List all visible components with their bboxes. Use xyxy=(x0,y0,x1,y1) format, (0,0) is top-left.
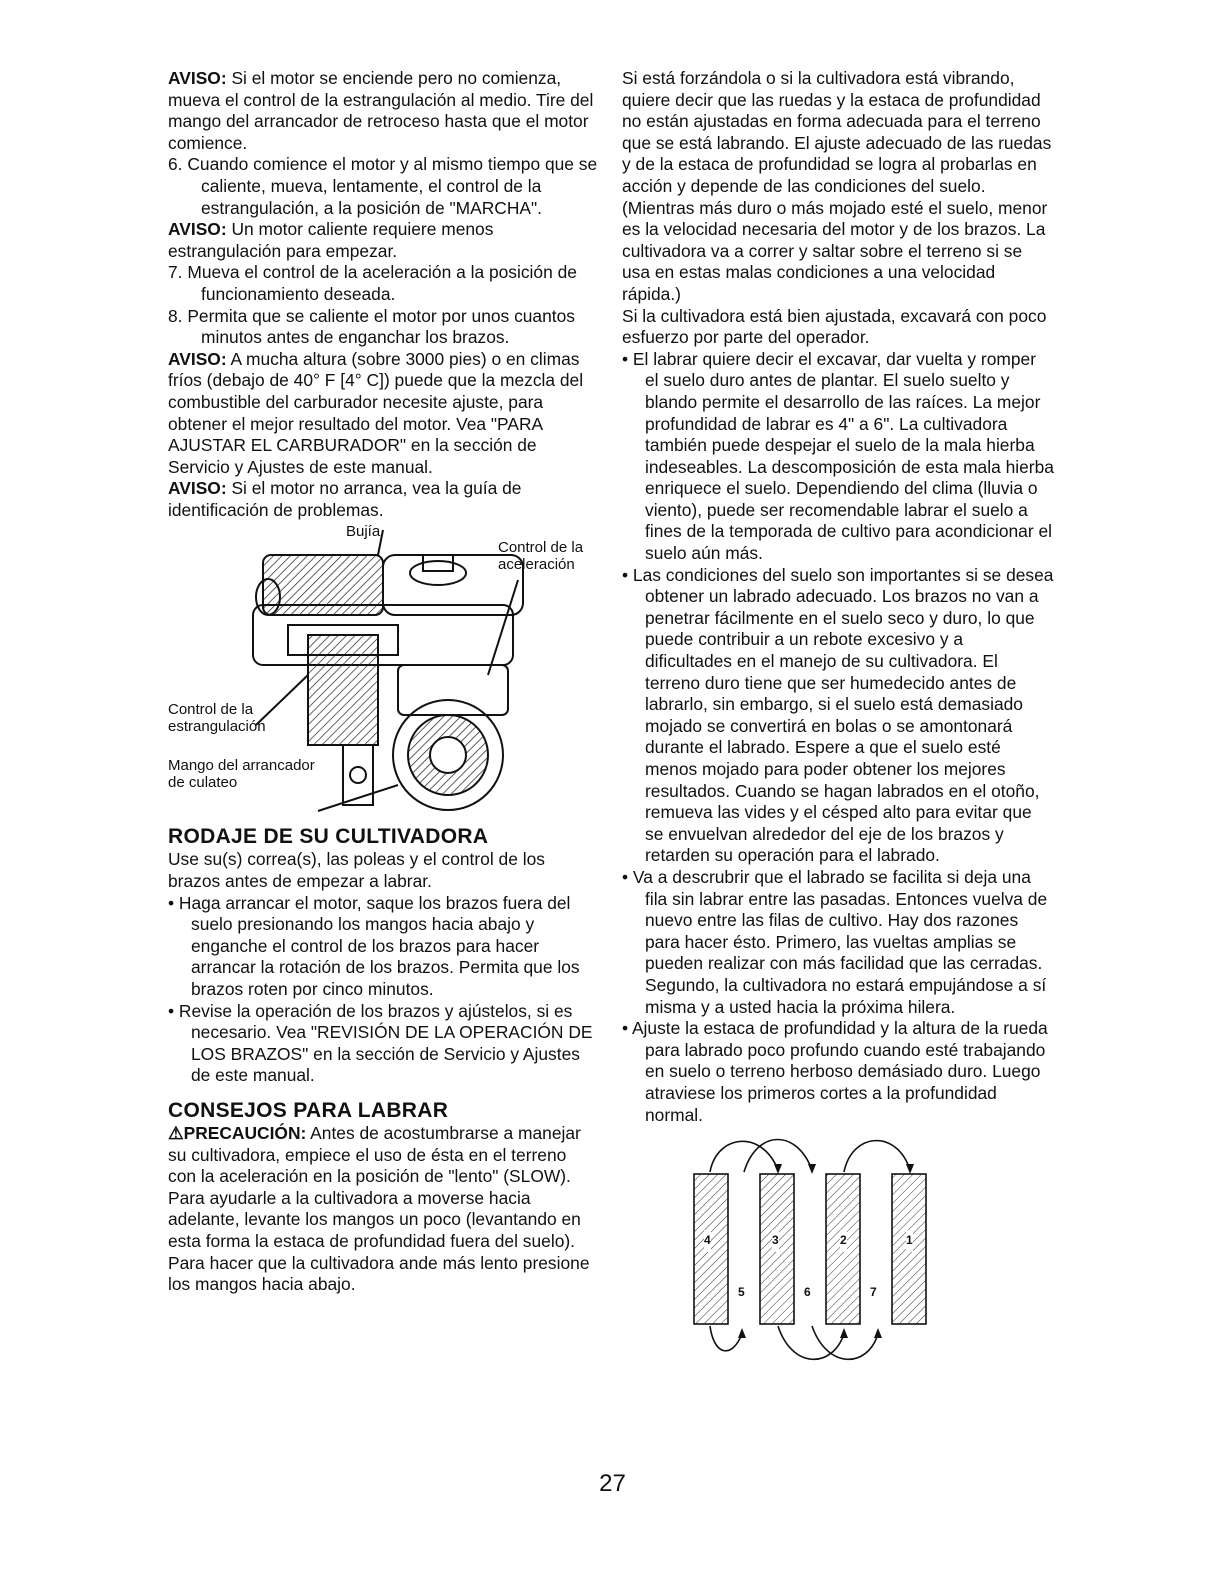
notice-label: AVISO: xyxy=(168,219,227,240)
right-column xyxy=(622,68,1054,1374)
left-column xyxy=(168,68,598,1296)
row-label-6: 6 xyxy=(804,1285,811,1300)
row-label-5: 5 xyxy=(738,1285,745,1300)
paragraph-vibration: Si está forzándola o si la cultivadora está vibrando, quiere decir que las ruedas y la estaca de profundidad no están ajustadas en forma adecuada para el terreno que se está labrando. El ajuste adecuado de las ruedas y de la estaca de profundidad se logra al probarlas en acción y depende de las condiciones del suelo. (Mientras más duro o más mojado esté el suelo, menor es la velocidad necesaria del motor y de los brazos. La cultivadora va a correr y saltar sobre el terreno si se usa en estas malas condiciones a una velocidad rápida.) xyxy=(622,68,1052,304)
row-strip xyxy=(694,1174,728,1324)
label-control-aceleracion: Control de la aceleración xyxy=(498,539,584,574)
tilling-pattern-svg xyxy=(622,1134,1054,1374)
label-mango-arrancador: Mango del arrancador de culateo xyxy=(168,757,315,792)
notice-2 xyxy=(168,219,598,262)
arrow-arc xyxy=(710,1326,742,1351)
notice-text: A mucha altura (sobre 3000 pies) o en climas fríos (debajo de 40° F [4° C]) puede que la mezcla del combustible del carburador necesite ajuste, para obtener el mejor resultado del motor. Vea "PARA AJUSTAR EL CARBURADOR" en la sección de Servicio y Ajustes de este manual. xyxy=(168,348,584,477)
step-6: 6. Cuando comience el motor y al mismo tiempo que se caliente, mueva, lentamente, el control de la estrangulación, a la posición de "MARCHA". xyxy=(168,154,598,218)
notice-label: AVISO: xyxy=(168,348,227,369)
engine-figure xyxy=(168,525,598,815)
paragraph-adjusted: Si la cultivadora está bien ajustada, excavará con poco esfuerzo por parte del operador. xyxy=(622,305,1047,348)
paragraph-handles: Para ayudarle a la cultivadora a moverse hacia adelante, levante los mangos un poco (levantando en esta forma la estaca de profundidad fuera del suelo). Para hacer que la cultivadora ande más lento presione los mangos hacia abajo. xyxy=(168,1187,590,1295)
caution-label: ⚠PRECAUCIÓN: xyxy=(168,1123,307,1143)
step-7: 7. Mueva el control de la aceleración a la posición de funcionamiento deseada. xyxy=(168,262,577,304)
label-bujia: Bujía xyxy=(346,523,381,541)
step-8: 8. Permita que se caliente el motor por unos cuantos minutos antes de enganchar los brazos. xyxy=(168,305,575,348)
tips-bullet-4: • Ajuste la estaca de profundidad y la altura de la rueda para labrado poco profundo cuando esté trabajando en suelo o terreno herboso demásiado duro. Luego atraviese los primeros cortes a la profundidad normal. xyxy=(622,1018,1048,1125)
notice-label: AVISO: xyxy=(168,68,227,88)
notice-4 xyxy=(168,478,598,521)
row-label-3: 3 xyxy=(772,1230,779,1252)
heading-rodaje: RODAJE DE SU CULTIVADORA xyxy=(168,825,489,849)
caution-paragraph xyxy=(168,1123,598,1188)
arrow-arc xyxy=(778,1326,844,1359)
notice-text: Si el motor no arranca, vea la guía de identificación de problemas. xyxy=(168,478,522,520)
notice-3 xyxy=(168,349,598,479)
rodaje-bullet-1: • Haga arrancar el motor, saque los brazos fuera del suelo presionando los mangos hacia abajo y enganche el control de los brazos para hacer arrancar la rotación de los brazos. Permita que los brazos roten por cinco minutos. xyxy=(168,892,580,1000)
notice-label: AVISO: xyxy=(168,478,227,499)
tips-bullet-1: • El labrar quiere decir el excavar, dar vuelta y romper el suelo duro antes de plantar. El suelo suelto y blando permite el desarrollo de las raíces. La mejor profundidad de labrar es 4" a 6". La cultivadora también puede despejar el suelo de la mala hierba indeseables. La descomposición de esta mala hierba enriquece el suelo. Dependiendo del clima (lluvia o viento), puede ser recomendable labrar el suelo a fines de la temporada de cultivo para acondicionar el suelo aún más. xyxy=(622,348,1054,564)
label-control-estrangulacion: Control de la estrangulación xyxy=(168,701,266,736)
tips-bullet-2: • Las condiciones del suelo son importantes si se desea obtener un labrado adecuado. Los brazos no van a penetrar fácilmente en el suelo seco y duro, lo que puede contribuir a un rebote excesivo y a dificultades en el manejo de su cultivadora. El terreno duro tiene que ser humedecido antes de labrarlo, sin embargo, si el suelo está demasiado mojado se convertirá en bolas o se amontonará durante el labrado. Espere a que el suelo esté menos mojado para poder obtener los mejores resultados. Cuando se hagan labrados en el otoño, remueva las vides y el césped alto para evitar que se envuelvan alrededor del eje de los brazos y retarden su operación para el labrado. xyxy=(622,564,1054,866)
row-label-1: 1 xyxy=(906,1230,913,1252)
notice-text: Un motor caliente requiere menos estrangulación para empezar. xyxy=(168,219,494,261)
arrow-arc xyxy=(844,1141,910,1172)
page-number: 27 xyxy=(599,1470,626,1497)
arrow-arc xyxy=(710,1141,778,1172)
rodaje-bullet-2: • Revise la operación de los brazos y ajústelos, si es necesario. Vea "REVISIÓN DE LA OPERACIÓN DE LOS BRAZOS" en la sección de Servicio y Ajustes de este manual. xyxy=(168,1000,593,1086)
row-label-4: 4 xyxy=(704,1230,711,1252)
heading-consejos: CONSEJOS PARA LABRAR xyxy=(168,1099,449,1122)
notice-text: Si el motor se enciende pero no comienza, mueva el control de la estrangulación al medio. Tire del mango del arrancador de retroceso hasta que el motor comience. xyxy=(168,68,594,153)
tilling-pattern-diagram xyxy=(622,1134,1054,1374)
row-label-2: 2 xyxy=(840,1230,847,1252)
tips-bullet-3: • Va a descrubrir que el labrado se facilita si deja una fila sin labrar entre las pasadas. Entonces vuelva de nuevo entre las filas de cultivo. Hay dos razones para hacer ésto. Primero, las vueltas amplias se pueden realizar con más facilidad que las cerradas. Segundo, la cultivadora no estará empujándose a sí misma y a usted hacia la próxima hilera. xyxy=(622,866,1048,1017)
row-label-7: 7 xyxy=(870,1285,877,1300)
notice-1 xyxy=(168,68,598,154)
caution-text: Antes de acostumbrarse a manejar su cultivadora, empiece el uso de ésta en el terreno con la aceleración en la posición de "lento" (SLOW). xyxy=(168,1123,581,1187)
rodaje-text: Use su(s) correa(s), las poleas y el control de los brazos antes de empezar a labrar. xyxy=(168,849,545,892)
